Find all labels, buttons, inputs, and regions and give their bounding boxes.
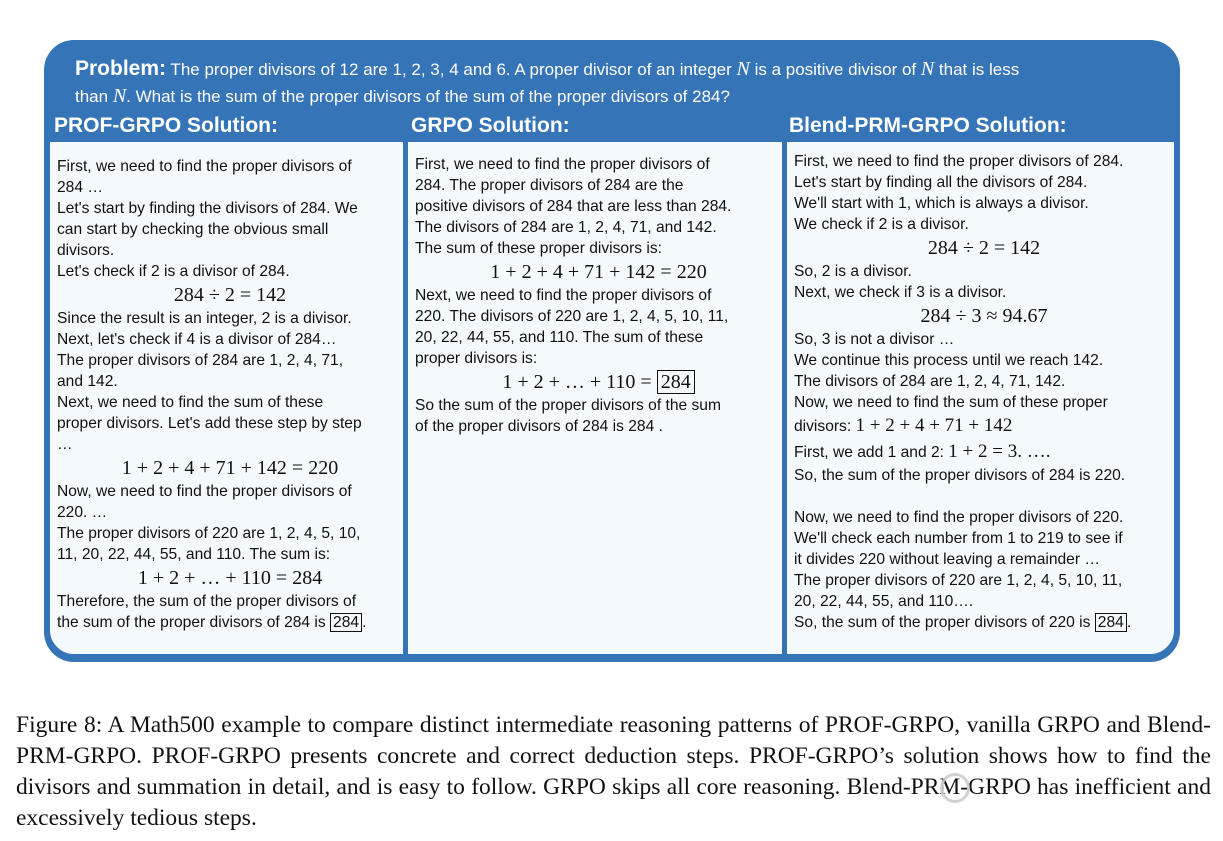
solution-line: Now, we need to find the proper divisors of 220. (794, 509, 1124, 526)
problem-text-1a: The proper divisors of 12 are 1, 2, 3, 4 and 6. A proper divisor of an integer (166, 60, 737, 79)
inline-equation: 1 + 2 = 3. …. (948, 441, 1051, 462)
solution-line: So, 3 is not a divisor … (794, 331, 955, 348)
solution-line: We'll start with 1, which is always a divisor. (794, 195, 1089, 212)
period: . (1126, 614, 1132, 631)
grpo-heading: GRPO Solution: (411, 114, 570, 137)
inline-equation: 1 + 2 + 4 + 71 + 142 (855, 415, 1013, 436)
solution-line: Let's start by finding the divisors of 284. We (57, 200, 358, 217)
equation-text: 1 + 2 + … + 110 = (502, 371, 657, 393)
solution-line: The proper divisors of 220 are 1, 2, 4, 5, 10, 11, (794, 572, 1123, 589)
prof-grpo-heading: PROF-GRPO Solution: (54, 114, 278, 137)
equation: 284 ÷ 2 = 142 (173, 284, 287, 306)
problem-text-1b: is a positive divisor of (749, 60, 921, 79)
final-answer-line (794, 612, 1174, 633)
blend-prm-grpo-solution-panel (785, 140, 1176, 656)
solution-line: First, we need to find the proper divisors of (57, 158, 352, 175)
watermark (940, 770, 1180, 806)
solution-line: The divisors of 284 are 1, 2, 4, 71, 142. (794, 373, 1066, 390)
solution-line: Now, we need to find the sum of these proper (794, 394, 1108, 411)
solution-line: divisors. (57, 242, 115, 259)
solution-line (794, 413, 1174, 439)
problem-label: Problem: (75, 57, 167, 80)
equation (415, 369, 782, 395)
solution-line: Now, we need to find the proper divisors of (57, 483, 352, 500)
problem-text-2b: . What is the sum of the proper divisors of the sum of the proper divisors of 284? (126, 87, 730, 106)
solution-line: We check if 2 is a divisor. (794, 216, 969, 233)
solution-line: can start by checking the obvious small (57, 221, 329, 238)
solution-line: 20, 22, 44, 55, and 110…. (794, 593, 974, 610)
solution-line-text: First, we add 1 and 2: (794, 444, 949, 461)
solution-line: So, 2 is a divisor. (794, 263, 912, 280)
equation: 284 ÷ 2 = 142 (927, 237, 1041, 259)
blend-prm-grpo-heading: Blend-PRM-GRPO Solution: (789, 114, 1067, 137)
problem-statement (75, 56, 1155, 110)
solution-line: The proper divisors of 220 are 1, 2, 4, 5, 10, (57, 525, 361, 542)
equation: 1 + 2 + 4 + 71 + 142 = 220 (121, 457, 339, 479)
solution-line: Next, we need to find the proper divisors of (415, 287, 712, 304)
solution-line: 220. … (57, 504, 108, 521)
solution-line (794, 439, 1174, 465)
problem-text-1c: that is less (934, 60, 1020, 79)
prof-grpo-solution-panel (48, 140, 405, 656)
final-answer-line (57, 612, 403, 633)
solution-line: 20, 22, 44, 55, and 110. The sum of these (415, 329, 704, 346)
solution-line: 11, 20, 22, 44, 55, and 110. The sum is: (57, 546, 331, 563)
solution-line: Let's start by finding all the divisors of 284. (794, 174, 1088, 191)
problem-text-2a: than (75, 87, 113, 106)
solution-line: Next, we check if 3 is a divisor. (794, 284, 1007, 301)
solution-line-text: the sum of the proper divisors of 284 is (57, 614, 331, 631)
solution-line: Since the result is an integer, 2 is a divisor. (57, 310, 352, 327)
boxed-answer: 284 (330, 613, 362, 632)
solution-line: We continue this process until we reach 142. (794, 352, 1104, 369)
period: . (362, 614, 367, 631)
equation: 284 ÷ 3 ≈ 94.67 (920, 305, 1048, 327)
solution-line: So, the sum of the proper divisors of 284 is 220. (794, 467, 1126, 484)
solution-line: positive divisors of 284 that are less than 284. (415, 198, 732, 215)
solution-line: 284 … (57, 179, 103, 196)
solution-line: First, we need to find the proper divisors of 284. (794, 153, 1124, 170)
solution-line-text: So, the sum of the proper divisors of 220 is (794, 614, 1095, 631)
solution-line: So the sum of the proper divisors of the sum (415, 397, 721, 414)
solution-line: Next, let's check if 4 is a divisor of 284… (57, 331, 337, 348)
boxed-answer: 284 (657, 370, 695, 394)
solution-line: and 142. (57, 373, 118, 390)
watermark-logo-icon (940, 773, 970, 803)
solution-line: Let's check if 2 is a divisor of 284. (57, 263, 290, 280)
solution-line: First, we need to find the proper divisors of (415, 156, 710, 173)
solution-line: Therefore, the sum of the proper divisors of (57, 593, 357, 610)
grpo-solution-panel (406, 140, 784, 656)
problem-var-n: N (920, 58, 935, 80)
solution-line: The divisors of 284 are 1, 2, 4, 71, and 142. (415, 219, 717, 236)
solution-line: 220. The divisors of 220 are 1, 2, 4, 5, 10, 11, (415, 308, 729, 325)
solution-line: 284. The proper divisors of 284 are the (415, 177, 684, 194)
solution-line: Next, we need to find the sum of these (57, 394, 324, 411)
equation: 1 + 2 + … + 110 = 284 (137, 567, 323, 589)
boxed-answer: 284 (1095, 613, 1127, 632)
solution-line: The proper divisors of 284 are 1, 2, 4, 71, (57, 352, 344, 369)
solution-line-text: divisors: (794, 418, 856, 435)
solution-line: We'll check each number from 1 to 219 to see if (794, 530, 1123, 547)
solution-line: … (57, 436, 73, 453)
solution-line: The sum of these proper divisors is: (415, 240, 663, 257)
solution-line: of the proper divisors of 284 is 284 . (415, 418, 663, 435)
blank-line (794, 486, 1174, 507)
figure-caption: Figure 8: A Math500 example to compare distinct intermediate reasoning patterns of PROF-GRPO, vanilla GRPO and Blend-PRM-GRPO. PROF-GRPO presents concrete and correct deduction steps. PROF-GRPO’s solution shows how to find the divisors and summation in detail, and is easy to follow. GRPO skips all core reasoning. Blend-PRM-GRPO has inefficient and excessively tedious steps. (16, 712, 1211, 831)
problem-var-n: N (112, 85, 127, 107)
problem-var-n: N (736, 58, 750, 80)
equation: 1 + 2 + 4 + 71 + 142 = 220 (490, 261, 707, 283)
solution-line: proper divisors is: (415, 350, 538, 367)
solution-line: it divides 220 without leaving a remainder … (794, 551, 1100, 568)
solution-line: proper divisors. Let's add these step by step (57, 415, 362, 432)
